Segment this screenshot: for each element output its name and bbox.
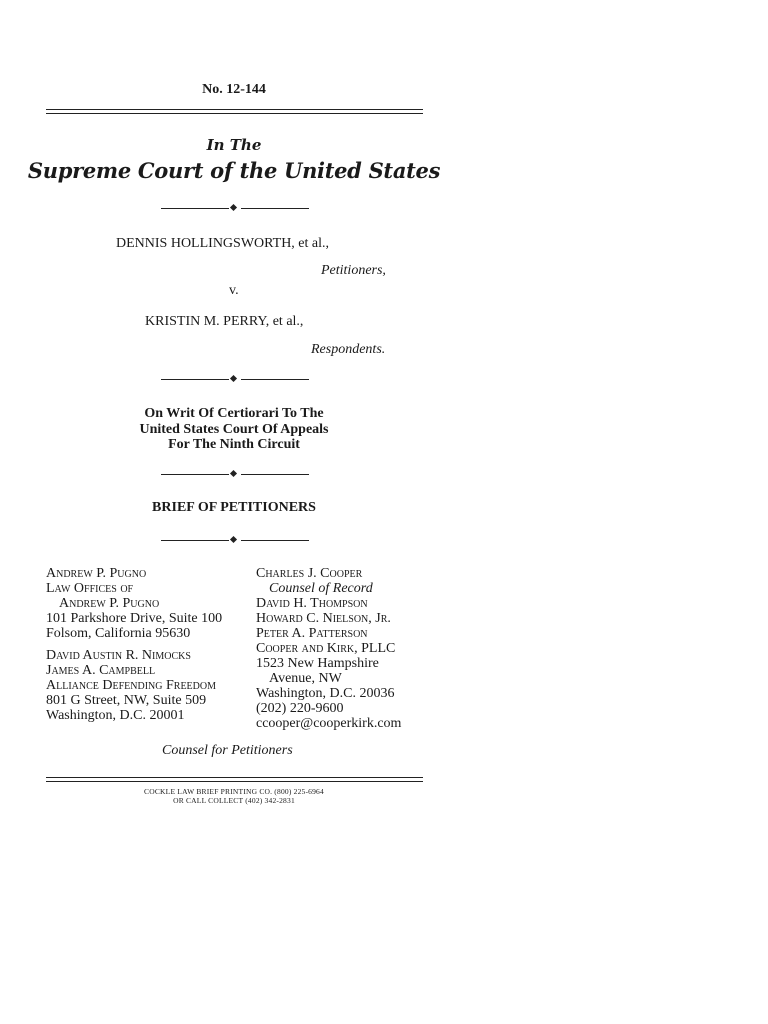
phone: (202) 220-9600 — [256, 701, 344, 716]
diamond-icon — [230, 375, 237, 382]
attorney-name: Charles J. Cooper — [256, 566, 363, 581]
address-line: Washington, D.C. 20001 — [46, 708, 185, 723]
petitioner-name: DENNIS HOLLINGSWORTH, et al., — [116, 236, 330, 251]
address-line: Folsom, California 95630 — [46, 626, 191, 641]
attorney-name: David H. Thompson — [256, 596, 368, 611]
attorney-name: Peter A. Patterson — [256, 626, 368, 641]
respondent-name: KRISTIN M. PERRY, et al., — [145, 314, 304, 329]
counsel-left-column — [46, 566, 222, 723]
counsel-of-record: Counsel of Record — [269, 581, 373, 596]
counsel-for-petitioners: Counsel for Petitioners — [162, 743, 293, 758]
email: ccooper@cooperkirk.com — [256, 716, 402, 731]
firm-name: Alliance Defending Freedom — [46, 678, 216, 693]
diamond-icon — [230, 470, 237, 477]
firm-name: Cooper and Kirk, PLLC — [256, 641, 396, 656]
writ-line: For The Ninth Circuit — [168, 437, 300, 452]
address-line: 101 Parkshore Drive, Suite 100 — [46, 611, 223, 626]
separator-ornament — [161, 376, 309, 384]
docket-number: No. 12-144 — [202, 82, 266, 97]
double-rule-bottom — [46, 777, 423, 782]
address-line: 801 G Street, NW, Suite 509 — [46, 693, 207, 708]
respondent-role: Respondents. — [311, 342, 386, 357]
address-line: Washington, D.C. 20036 — [256, 686, 395, 701]
printer-line: OR CALL COLLECT (402) 342-2831 — [173, 796, 295, 805]
counsel-right-column — [256, 566, 401, 731]
court-name: Supreme Court of the United States — [27, 158, 441, 183]
writ-line: On Writ Of Certiorari To The — [144, 406, 324, 421]
attorney-name: Andrew P. Pugno — [46, 566, 147, 581]
petitioner-role: Petitioners, — [321, 263, 386, 278]
firm-name: Law Offices of — [46, 581, 134, 596]
writ-statement — [0, 406, 468, 453]
brief-title: BRIEF OF PETITIONERS — [152, 500, 316, 515]
separator-ornament — [161, 205, 309, 213]
attorney-name: James A. Campbell — [46, 663, 156, 678]
attorney-name: David Austin R. Nimocks — [46, 648, 191, 663]
versus: v. — [229, 283, 239, 298]
diamond-icon — [230, 204, 237, 211]
address-line: 1523 New Hampshire — [256, 656, 379, 671]
separator-ornament — [161, 471, 309, 479]
printer-line: COCKLE LAW BRIEF PRINTING CO. (800) 225-6964 — [144, 787, 324, 796]
attorney-name: Howard C. Nielson, Jr. — [256, 611, 391, 626]
double-rule-top — [46, 109, 423, 114]
diamond-icon — [230, 536, 237, 543]
address-line: Avenue, NW — [269, 671, 342, 686]
firm-name: Andrew P. Pugno — [59, 596, 160, 611]
writ-line: United States Court Of Appeals — [139, 421, 329, 437]
printer-footer — [0, 787, 468, 805]
separator-ornament — [161, 537, 309, 545]
court-line-in-the: In The — [206, 136, 262, 154]
